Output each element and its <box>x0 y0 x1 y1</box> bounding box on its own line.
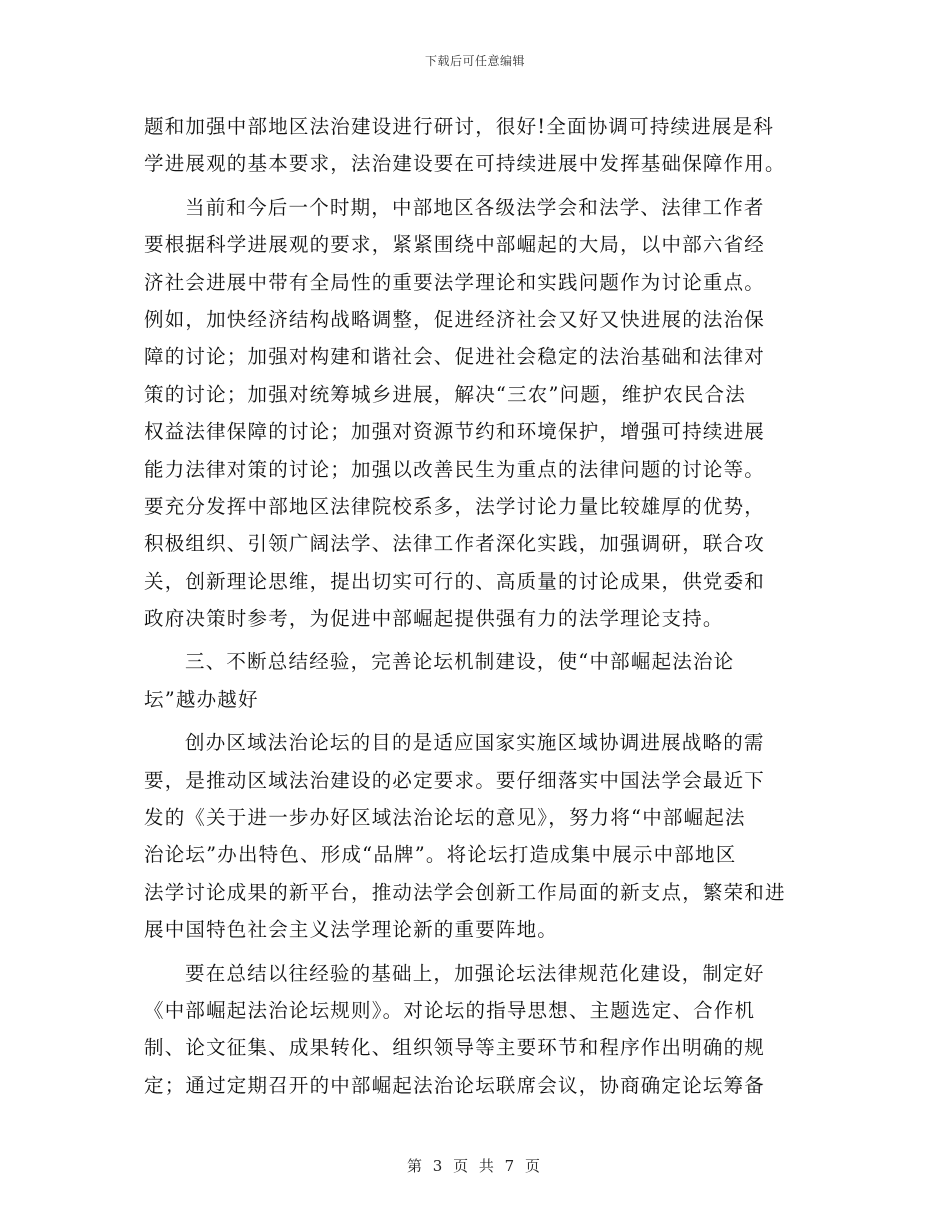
text-line: 治论坛”办出特色、形成“品牌”。将论坛打造成集中展示中部地区 <box>144 843 737 867</box>
text-line: 关，创新理论思维，提出切实可行的、高质量的讨论成果，供党委和 <box>144 569 766 593</box>
text-line: 当前和今后一个时期，中部地区各级法学会和法学、法律工作者 <box>185 195 765 219</box>
document-body <box>144 108 808 1104</box>
paragraph <box>144 724 808 948</box>
text-line: 济社会进展中带有全局性的重要法学理论和实践问题作为讨论重点。 <box>144 270 766 294</box>
text-line: 权益法律保障的讨论；加强对资源节约和环境保护，增强可持续进展 <box>144 420 766 444</box>
text-line: 展中国特色社会主义法学理论新的重要阵地。 <box>144 918 559 942</box>
text-line: 政府决策时参考，为促进中部崛起提供强有力的法学理论支持。 <box>144 607 724 631</box>
text-line: 例如，加快经济结构战略调整，促进经济社会又好又快进展的法治保 <box>144 307 766 331</box>
text-line: 坛”越办越好 <box>144 687 259 711</box>
text-line: 创办区域法治论坛的目的是适应国家实施区域协调进展战略的需 <box>185 731 765 755</box>
paragraph <box>144 643 808 718</box>
text-line: 《中部崛起法治论坛规则》。对论坛的指导思想、主题选定、合作机 <box>144 998 756 1022</box>
page-footer: 第 3 页 共 7 页 <box>407 1157 543 1175</box>
page-header: 下载后可任意编辑 <box>424 54 525 68</box>
paragraph <box>144 108 808 183</box>
text-line: 能力法律对策的讨论；加强以改善民生为重点的法律问题的讨论等。 <box>144 457 766 481</box>
text-line: 三、不断总结经验，完善论坛机制建设，使“中部崛起法治论 <box>185 650 735 674</box>
text-line: 学进展观的基本要求，法治建设要在可持续进展中发挥基础保障作用。 <box>144 152 786 176</box>
text-line: 障的讨论；加强对构建和谐社会、促进社会稳定的法治基础和法律对 <box>144 345 766 369</box>
text-line: 题和加强中部地区法治建设进行研讨，很好!全面协调可持续进展是科 <box>144 115 775 138</box>
text-line: 法学讨论成果的新平台，推动法学会创新工作局面的新支点，繁荣和进 <box>144 880 786 904</box>
text-line: 定；通过定期召开的中部崛起法治论坛联席会议，协商确定论坛筹备 <box>144 1073 766 1097</box>
text-line: 策的讨论；加强对统筹城乡进展，解决“三农”问题，维护农民合法 <box>144 382 746 406</box>
text-line: 发的《关于进一步办好区域法治论坛的意见》，努力将“中部崛起法 <box>144 806 746 830</box>
text-line: 要在总结以往经验的基础上，加强论坛法律规范化建设，制定好 <box>185 961 765 985</box>
text-line: 要根据科学进展观的要求，紧紧围绕中部崛起的大局，以中部六省经 <box>144 233 766 257</box>
paragraph <box>144 955 808 1105</box>
text-line: 积极组织、引领广阔法学、法律工作者深化实践，加强调研，联合攻 <box>144 532 766 556</box>
text-line: 制、论文征集、成果转化、组织领导等主要环节和程序作出明确的规 <box>144 1036 766 1060</box>
text-line: 要，是推动区域法治建设的必定要求。要仔细落实中国法学会最近下 <box>144 768 766 792</box>
text-line: 要充分发挥中部地区法律院校系多，法学讨论力量比较雄厚的优势， <box>144 494 766 518</box>
paragraph <box>144 189 808 638</box>
